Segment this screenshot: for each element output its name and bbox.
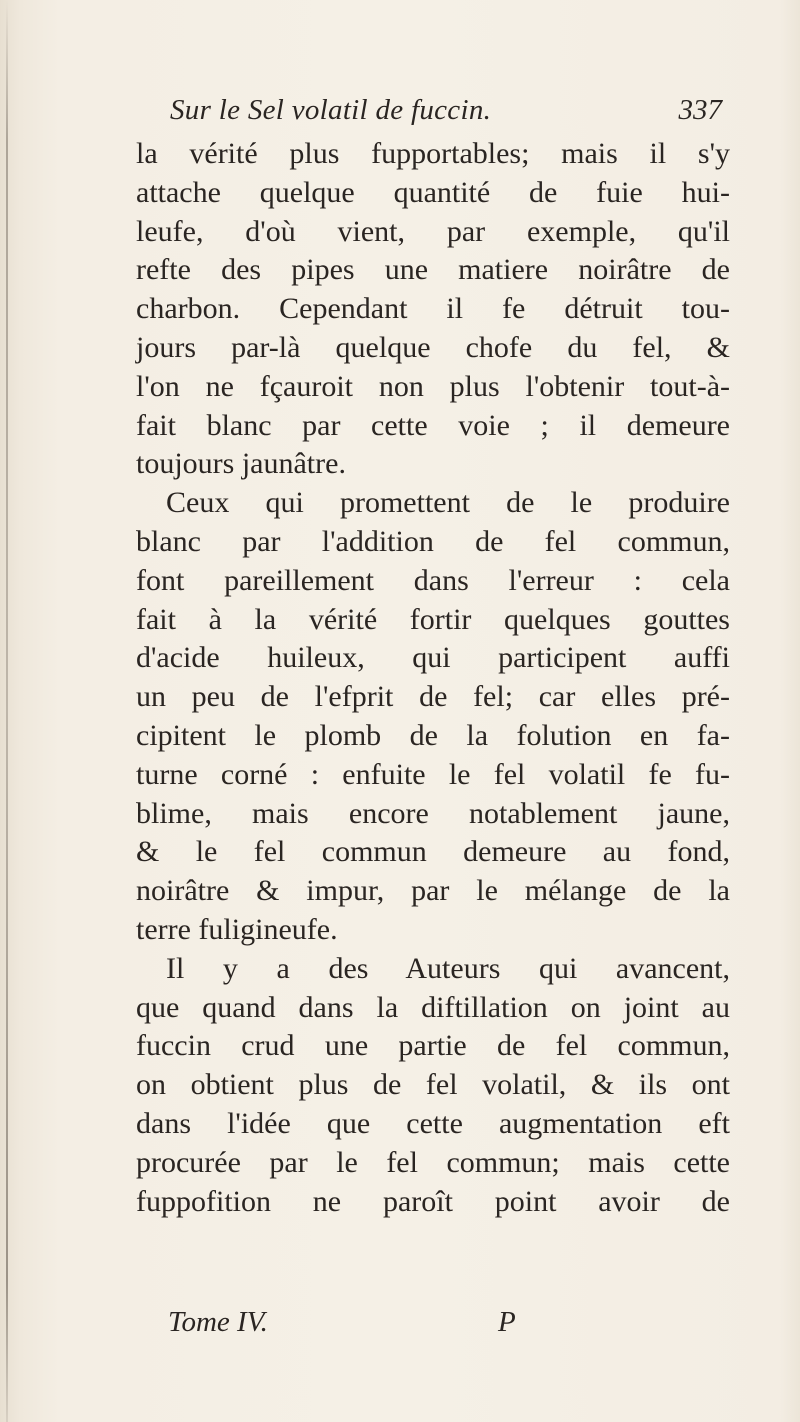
text-line: turne corné : enfuite le fel volatil fe fu- (136, 757, 730, 791)
text-line: blanc par l'addition de fel commun, (136, 524, 730, 558)
text-line: blime, mais encore notablement jaune, (136, 796, 730, 830)
text-line: l'on ne fçauroit non plus l'obtenir tout-à- (136, 369, 730, 403)
text-line: fuccin crud une partie de fel commun, (136, 1029, 730, 1063)
text-line: leufe, d'où vient, par exemple, qu'il (136, 214, 730, 248)
text-line: fuppofition ne paroît point avoir de (136, 1184, 730, 1218)
text-line: procurée par le fel commun; mais cette (136, 1145, 730, 1179)
text-line: charbon. Cependant il fe détruit tou- (136, 292, 730, 326)
text-line: font pareillement dans l'erreur : cela (136, 563, 730, 597)
text-line: dans l'idée que cette augmentation eft (136, 1106, 730, 1140)
text-line: on obtient plus de fel volatil, & ils ont (136, 1068, 730, 1102)
volume-mark: Tome IV. (168, 1306, 268, 1338)
signature-mark: P (498, 1306, 516, 1338)
text-line: fait à la vérité fortir quelques gouttes (136, 602, 730, 636)
text-line: Ceux qui promettent de le produire (166, 486, 730, 520)
page-header (170, 94, 722, 140)
text-line: noirâtre & impur, par le mélange de la (136, 874, 730, 908)
gutter-shadow (6, 0, 8, 1422)
text-line: attache quelque quantité de fuie hui- (136, 175, 730, 209)
text-line: terre fuligineufe. (136, 912, 338, 946)
text-line: jours par-là quelque chofe du fel, & (136, 330, 730, 364)
text-line: toujours jaunâtre. (136, 447, 346, 481)
text-line: un peu de l'efprit de fel; car elles pré- (136, 680, 730, 714)
text-line: la vérité plus fupportables; mais il s'y (136, 137, 730, 170)
page-number: 337 (678, 94, 722, 126)
page-footer (168, 1306, 548, 1346)
text-line: refte des pipes une matiere noirâtre de (136, 253, 730, 287)
text-line: cipitent le plomb de la folution en fa- (136, 718, 730, 752)
running-title: Sur le Sel volatil de fuccin. (170, 94, 492, 126)
text-line: que quand dans la diftillation on joint au (136, 990, 730, 1024)
text-line: & le fel commun demeure au fond, (136, 835, 730, 869)
text-line: d'acide huileux, qui participent auffi (136, 641, 730, 675)
body-text (136, 135, 730, 1221)
text-line: fait blanc par cette voie ; il demeure (136, 408, 730, 442)
text-line: Il y a des Auteurs qui avancent, (166, 951, 730, 985)
